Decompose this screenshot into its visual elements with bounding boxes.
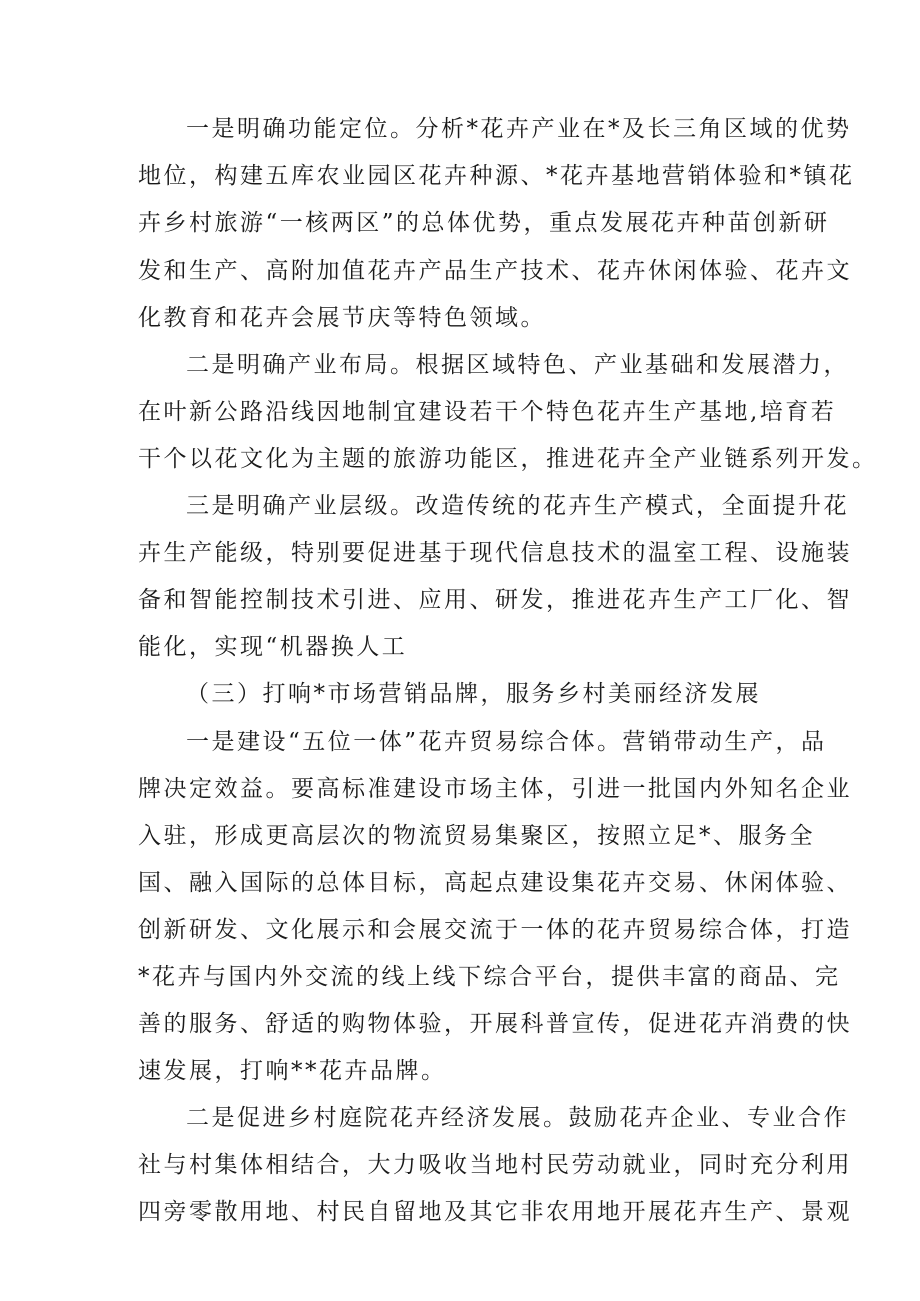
paragraph-4-line-1: 一是建设“五位一体”花卉贸易综合体。营销带动生产，品	[186, 729, 827, 755]
paragraph-3-line-2: 卉生产能级，特别要促进基于现代信息技术的温室工程、设施装	[138, 540, 852, 566]
paragraph-5-line-1: 二是促进乡村庭院花卉经济发展。鼓励花卉企业、专业合作	[186, 1105, 849, 1131]
paragraph-4-line-3: 入驻，形成更高层次的物流贸易集聚区，按照立足*、服务全	[138, 823, 815, 849]
paragraph-1-line-5: 化教育和花卉会展节庆等特色领域。	[138, 305, 546, 331]
paragraph-2-line-1: 二是明确产业布局。根据区域特色、产业基础和发展潜力，	[186, 352, 849, 378]
paragraph-4-line-4: 国、融入国际的总体目标，高起点建设集花卉交易、休闲体验、	[138, 870, 852, 896]
paragraph-1-line-1: 一是明确功能定位。分析*花卉产业在*及长三角区域的优势	[186, 116, 852, 142]
paragraph-1-line-3: 卉乡村旅游“一核两区”的总体优势，重点发展花卉种苗创新研	[138, 210, 830, 236]
section-heading: （三）打响*市场营销品牌，服务乡村美丽经济发展	[186, 681, 761, 707]
paragraph-1-line-4: 发和生产、高附加值花卉产品生产技术、花卉休闲体验、花卉文	[138, 258, 852, 284]
paragraph-2-line-3: 干个以花文化为主题的旅游功能区，推进花卉全产业链系列开发。	[138, 446, 878, 472]
paragraph-3-line-3: 备和智能控制技术引进、应用、研发，推进花卉生产工厂化、智	[138, 587, 852, 613]
paragraph-3-line-1: 三是明确产业层级。改造传统的花卉生产模式，全面提升花	[186, 493, 849, 519]
paragraph-3-line-4: 能化，实现“机器换人工	[138, 634, 408, 660]
paragraph-4-line-7: 善的服务、舒适的购物体验，开展科普宣传，促进花卉消费的快	[138, 1011, 852, 1037]
paragraph-1-line-2: 地位，构建五库农业园区花卉种源、*花卉基地营销体验和*镇花	[138, 163, 855, 189]
paragraph-5-line-2: 社与村集体相结合，大力吸收当地村民劳动就业，同时充分利用	[138, 1152, 852, 1178]
paragraph-4-line-2: 牌决定效益。要高标准建设市场主体，引进一批国内外知名企业	[138, 776, 852, 802]
paragraph-5-line-3: 四旁零散用地、村民自留地及其它非农用地开展花卉生产、景观	[138, 1199, 852, 1225]
paragraph-4-line-8: 速发展，打响**花卉品牌。	[138, 1058, 447, 1084]
paragraph-4-line-6: *花卉与国内外交流的线上线下综合平台，提供丰富的商品、完	[138, 964, 841, 990]
paragraph-2-line-2: 在叶新公路沿线因地制宜建设若干个特色花卉生产基地,培育若	[138, 399, 837, 425]
paragraph-4-line-5: 创新研发、文化展示和会展交流于一体的花卉贸易综合体，打造	[138, 917, 852, 943]
